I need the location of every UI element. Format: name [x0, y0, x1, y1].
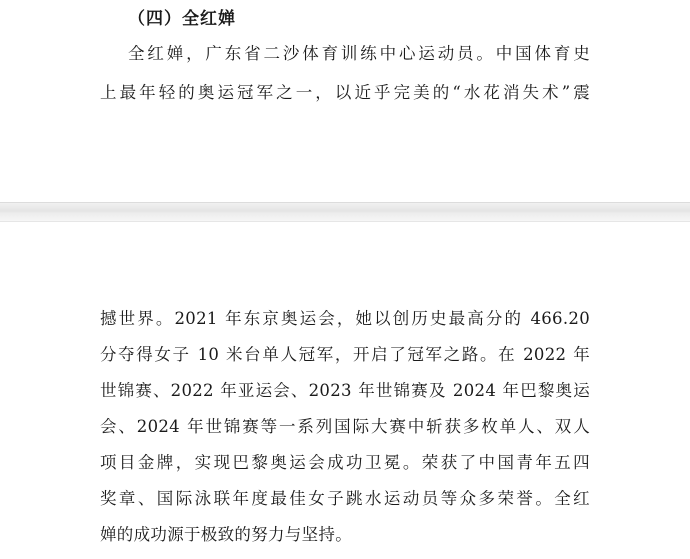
document-page-top: [0, 0, 690, 202]
document-page-bottom: [0, 222, 690, 559]
paragraph-line: 撼世界。2021 年东京奥运会，她以创历史最高分的 466.20: [100, 309, 590, 328]
paragraph-line: 上最年轻的奥运冠军之一，以近乎完美的“水花消失术”震: [100, 83, 590, 102]
paragraph-line: 会、2024 年世锦赛等一系列国际大赛中斩获多枚单人、双人: [100, 417, 590, 436]
page-break-divider: [0, 202, 690, 222]
paragraph-line: 世锦赛、2022 年亚运会、2023 年世锦赛及 2024 年巴黎奥运: [100, 381, 590, 400]
paragraph-line: 分夺得女子 10 米台单人冠军，开启了冠军之路。在 2022 年: [100, 345, 590, 364]
paragraph-line: 项目金牌，实现巴黎奥运会成功卫冕。荣获了中国青年五四: [100, 453, 590, 472]
paragraph-line: 全红婵，广东省二沙体育训练中心运动员。中国体育史: [128, 44, 590, 63]
section-heading: （四）全红婵: [128, 9, 236, 29]
paragraph-line: 奖章、国际泳联年度最佳女子跳水运动员等众多荣誉。全红: [100, 489, 590, 508]
paragraph-line: 婵的成功源于极致的努力与坚持。: [100, 525, 352, 544]
